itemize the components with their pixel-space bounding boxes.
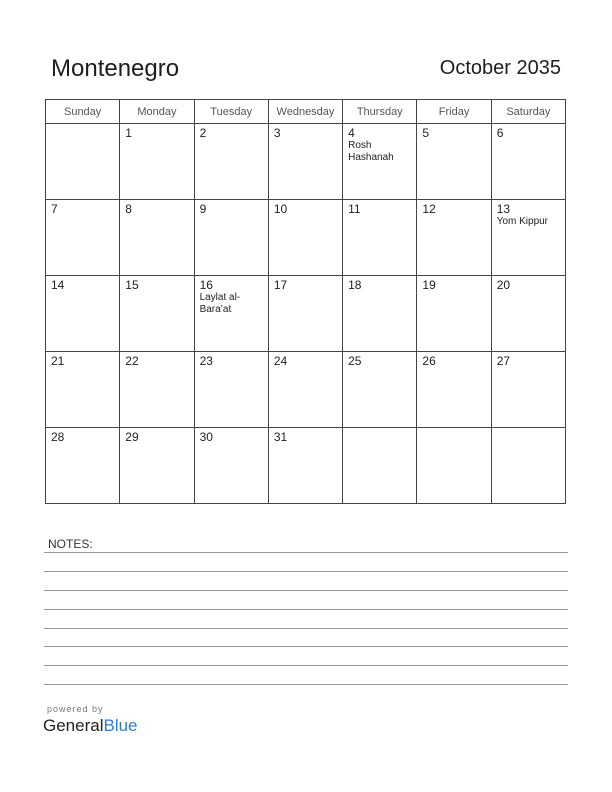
day-cell: [343, 352, 417, 428]
day-number: 3: [273, 126, 281, 140]
powered-by-text: powered by: [47, 704, 104, 714]
day-number: 16: [199, 278, 213, 292]
day-cell: [343, 124, 417, 200]
day-number: 25: [348, 354, 362, 368]
day-cell: [194, 124, 268, 200]
day-number: 29: [125, 430, 139, 444]
holiday-label: Laylat al-Bara’at: [199, 292, 241, 315]
day-number: 10: [273, 202, 288, 216]
day-number: 23: [199, 354, 213, 368]
day-cell: [491, 276, 565, 352]
brand-general: General: [43, 716, 104, 735]
day-cell: [268, 428, 342, 504]
day-number: 6: [496, 126, 504, 140]
day-number: 12: [422, 202, 436, 216]
day-cell: [194, 200, 268, 276]
day-number: 30: [199, 430, 213, 444]
day-cell: [120, 124, 194, 200]
note-line: [44, 646, 568, 647]
day-number: 11: [348, 202, 361, 216]
day-cell: [194, 276, 268, 352]
weekday-friday: Friday: [417, 100, 491, 124]
day-cell: [46, 276, 120, 352]
day-cell: [417, 200, 491, 276]
weekday-wednesday: Wednesday: [268, 100, 342, 124]
day-cell: [491, 124, 565, 200]
weekday-tuesday: Tuesday: [194, 100, 268, 124]
day-cell: [417, 124, 491, 200]
note-line: [44, 609, 568, 610]
day-cell: [120, 352, 194, 428]
day-cell: [268, 276, 342, 352]
day-cell: [491, 200, 565, 276]
day-number: 1: [125, 126, 132, 140]
day-number: 9: [199, 202, 207, 216]
day-number: 22: [125, 354, 139, 368]
day-cell: [343, 276, 417, 352]
day-number: 26: [422, 354, 436, 368]
day-cell: [46, 124, 120, 200]
note-line: [44, 628, 568, 629]
country-title: Montenegro: [51, 55, 180, 82]
day-cell: [120, 200, 194, 276]
day-number: 13: [496, 202, 511, 216]
day-cell: [268, 124, 342, 200]
day-number: 21: [51, 354, 65, 368]
brand-blue: Blue: [103, 716, 138, 735]
day-cell: [491, 352, 565, 428]
day-cell: [491, 428, 565, 504]
weekday-thursday: Thursday: [343, 100, 417, 124]
note-line: [44, 684, 568, 685]
week-row: [46, 428, 566, 504]
day-cell: [417, 428, 491, 504]
note-line: [44, 590, 568, 591]
week-row: [46, 276, 566, 352]
week-row: [46, 352, 566, 428]
day-cell: [120, 428, 194, 504]
weekday-saturday: Saturday: [491, 100, 565, 124]
day-number: 8: [125, 202, 132, 216]
month-year-title: October 2035: [439, 57, 561, 79]
holiday-label: Yom Kippur: [496, 216, 549, 227]
notes-label: NOTES:: [48, 537, 93, 551]
day-number: 28: [51, 430, 65, 444]
day-cell: [46, 200, 120, 276]
day-cell: [194, 352, 268, 428]
generalblue-logo: [43, 716, 138, 736]
day-number: 17: [273, 278, 288, 292]
day-number: 5: [422, 126, 430, 140]
day-cell: [46, 352, 120, 428]
day-number: 2: [199, 126, 207, 140]
weekday-monday: Monday: [120, 100, 194, 124]
day-number: 14: [51, 278, 65, 292]
holiday-label: Rosh Hashanah: [348, 140, 394, 163]
day-number: 7: [51, 202, 58, 216]
day-cell: [268, 200, 342, 276]
day-number: 18: [348, 278, 362, 292]
note-line: [44, 665, 568, 666]
day-number: 24: [273, 354, 288, 368]
weekday-header-row: [46, 100, 566, 124]
day-cell: [343, 200, 417, 276]
week-row: [46, 200, 566, 276]
day-cell: [268, 352, 342, 428]
note-line: [44, 571, 568, 572]
day-number: 19: [422, 278, 436, 292]
day-cell: [417, 352, 491, 428]
day-cell: [417, 276, 491, 352]
day-cell: [194, 428, 268, 504]
day-number: 27: [496, 354, 511, 368]
day-cell: [343, 428, 417, 504]
day-number: 20: [496, 278, 511, 292]
calendar-grid: [45, 99, 566, 504]
day-cell: [120, 276, 194, 352]
week-row: [46, 124, 566, 200]
day-number: 15: [125, 278, 139, 292]
day-cell: [46, 428, 120, 504]
day-number: 31: [273, 430, 288, 444]
note-line: [44, 552, 568, 553]
weekday-sunday: Sunday: [46, 100, 120, 124]
day-number: 4: [348, 126, 355, 140]
